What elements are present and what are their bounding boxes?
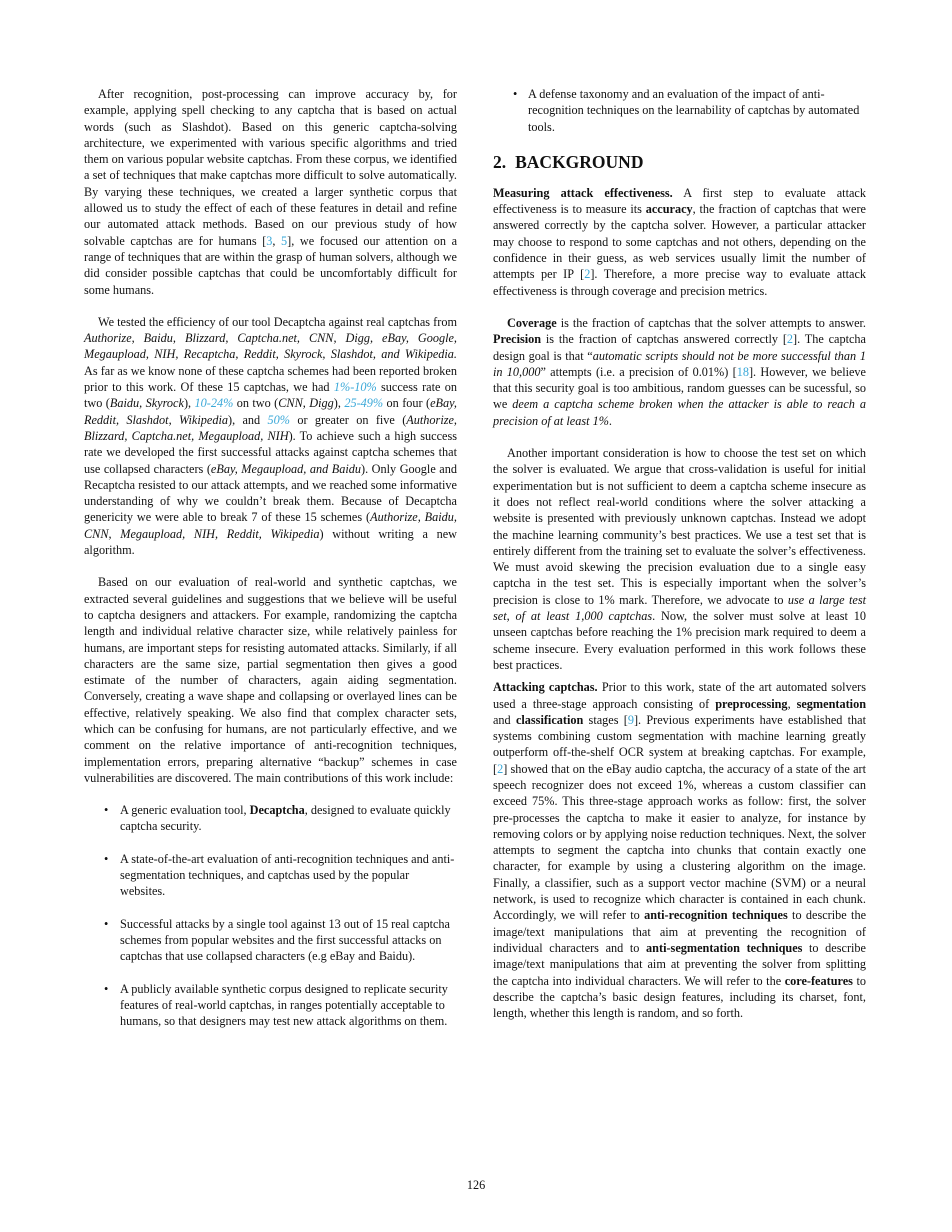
- citation-link[interactable]: 5: [281, 233, 288, 248]
- citation-link[interactable]: 9: [627, 712, 634, 727]
- contributions-list: [84, 802, 457, 1029]
- citation-link[interactable]: 2: [786, 332, 794, 347]
- page-number: 126: [466, 1178, 486, 1192]
- paragraph-decaptcha-results: We tested the efficiency of our tool Decaptcha against real captchas from Authorize, Baidu, Blizzard, Captcha.net, CNN, Digg, eBay, Google, Megaupload, NIH, Recaptcha, Reddit, Skyrock, Slashdot, and Wikipedia. As far as we know none of these captcha schemes had been reported broken prior to this work. Of these 15 captchas, we had 1%-10% success rate on two (Baidu, Skyrock), 10-24% on two (CNN, Digg), 25-49% on four (eBay, Reddit, Slashdot, Wikipedia), and 50% or greater on five (Authorize, Blizzard, Captcha.net, Megaupload, NIH). To achieve such a high success rate we developed the first successful attacks against captcha schemes that use collapsed characters (eBay, Megaupload, and Baidu). Only Google and Recaptcha resisted to our attack attempts, and we reached some informative understanding of why we couldn’t break them. Because of Decaptcha genericity we were able to break 7 of these 15 schemes (Authorize, Baidu, CNN, Megaupload, NIH, Reddit, Wikipedia) without writing a new algorithm.: [84, 314, 457, 558]
- success-rate-link[interactable]: 10-24%: [194, 396, 234, 411]
- list-item: • A state-of-the-art evaluation of anti-recognition techniques and anti-segmentation techniques, and captchas used by the popular websites.: [84, 851, 457, 900]
- list-item: • A publicly available synthetic corpus designed to replicate security features of real-world captchas, in ranges potentially acceptable to humans, so that designers may test new attack algorithms on them.: [84, 981, 457, 1030]
- citation-link[interactable]: 2: [497, 761, 504, 776]
- paragraph-coverage: Coverage is the fraction of captchas that the solver attempts to answer. Precision is the fraction of captchas answered correctly [2]. The captcha design goal is that “automatic scripts should not be more successful than 1 in 10,000” attempts (i.e. a precision of 0.01%) [18]. However, we believe that this security goal is too ambitious, random guesses can be sucessful, so we deem a captcha scheme broken when the attacker is able to reach a precision of at least 1%.: [493, 315, 866, 428]
- paragraph-guidelines: Based on our evaluation of real-world and synthetic captchas, we extracted several guidelines and suggestions that we believe will be useful to captcha designers and attackers. For example, randomizing the captcha length and individual relative character size, while relatively painless for humans, are important steps for resisting automated attacks. Similarly, if all characters are the same size, partial segmentation then gives a good estimate of the number of characters, again aiding segmentation. Conversely, creating a wave shape and collapsing or overlayed lines can be effective, relatively speaking. We also find that complex character sets, which can be confusing for humans, are not particularly effective, and we comment on the relative importance of anti-recognition techniques, implementation errors, preparing alternative “backup” schemes in case vulnerabilities are discovered. The main contributions of this work include:: [84, 575, 457, 785]
- citation-link[interactable]: 18: [736, 364, 749, 379]
- citation-link[interactable]: 2: [584, 267, 591, 282]
- list-item: • A defense taxonomy and an evaluation of the impact of anti-recognition techniques on the learnability of captchas by automated tools.: [493, 86, 866, 135]
- citation-link[interactable]: 3: [266, 233, 273, 248]
- contributions-list-continued: [493, 86, 866, 135]
- success-rate-link[interactable]: 25-49%: [344, 396, 384, 411]
- paragraph-postprocessing: After recognition, post-processing can improve accuracy by, for example, applying spell checking to any captcha that is based on actual words (such as Slashdot). Based on this generic captcha-solving architecture, we experimented with various specific algorithms and tried them on various popular website captchas. From these corpus, we identified a set of techniques that make captchas more difficult to solve automatically. By varying these techniques, we created a larger synthetic corpus that allowed us to study the effect of each of these features in detail and refine our automated attack methods. Based on our previous study of how solvable captchas are for humans [3, 5], we focused our attention on a range of techniques that are within the grasp of human solvers, although we did consider possible captchas that could be uncomfortably difficult for some humans.: [84, 87, 458, 297]
- list-item: • A generic evaluation tool, Decaptcha, designed to evaluate quickly captcha security.: [84, 802, 457, 835]
- right-column: [493, 86, 866, 1037]
- paragraph-test-set: Another important consideration is how to choose the test set on which the solver is evaluated. We argue that cross-validation is useful for initial experimentation but is not sufficient to deem a captcha scheme insecure as it does not reflect real-world conditions where the solver attacking a website is presented with previously unknown captchas. Instead we adopt the machine learning community’s best practices. We use a test set that is entirely different from the training set to evaluate the solver’s effectiveness. We must avoid skewing the precision evaluation due to a single easy captcha in the test set. This is especially important when the solver’s precision is close to 1% mark. Therefore, we advocate to use a large test set, of at least 1,000 captchas. Now, the solver must solve at least 10 unseen captchas before reaching the 1% precision mark required to deem a scheme insecure. Every evaluation performed in this work follows these best practices.: [493, 446, 867, 672]
- paragraph-attacking: Attacking captchas. Prior to this work, state of the art automated solvers used a three-stage approach consisting of preprocessing, segmentation and classification stages [9]. Previous experiments have established that systems combining custom segmentation with machine learning greatly outperform off-the-shelf OCR system at breaking captchas. For example, [2] showed that on the eBay audio captcha, the accuracy of a state of the art speech recognizer does not exceed 1%, whereas a custom classifier can exceed 75%. This three-stage approach works as follow: first, the solver pre-processes the captcha to make it easier to analyze, for instance by removing colors or by applying noise reduction techniques. Next, the solver attempts to segment the captcha into chunks that contain exactly one character, for example by using a clustering algorithm on the image. Finally, a classifier, such as a support vector machine (SVM) or a neural network, is used to recognize which character is contained in each chunk. Accordingly, we will refer to anti-recognition techniques to describe the image/text manipulations that aim at preventing the recognition of individual characters and to anti-segmentation techniques to describe image/text manipulations that aim at preventing the solver from splitting the captcha into individual characters. We will refer to the core-features to describe the captcha’s basic design features, including its charset, font, length, whether this length is random, and so forth.: [493, 680, 867, 1021]
- left-column: [84, 86, 457, 1045]
- success-rate-link[interactable]: 50%: [267, 412, 290, 427]
- list-item: • Successful attacks by a single tool against 13 out of 15 real captcha schemes from popular websites and the first successful attacks on captchas that use collapsed characters (e.g eBay and Baidu).: [84, 916, 457, 965]
- section-heading: 2. BACKGROUND: [493, 151, 644, 172]
- success-rate-link[interactable]: 1%-10%: [333, 380, 377, 395]
- paragraph-measuring: Measuring attack effectiveness. A first step to evaluate attack effectiveness is to measure its accuracy, the fraction of captchas that were answered correctly by the captcha solver. However, a particular attacker may choose to respond to some captchas and not others, depending on the confidence in their guess, as web services usually limit the number of attempts per IP [2]. Therefore, a more precise way to evaluate attack effectiveness is through coverage and precision metrics.: [493, 185, 867, 298]
